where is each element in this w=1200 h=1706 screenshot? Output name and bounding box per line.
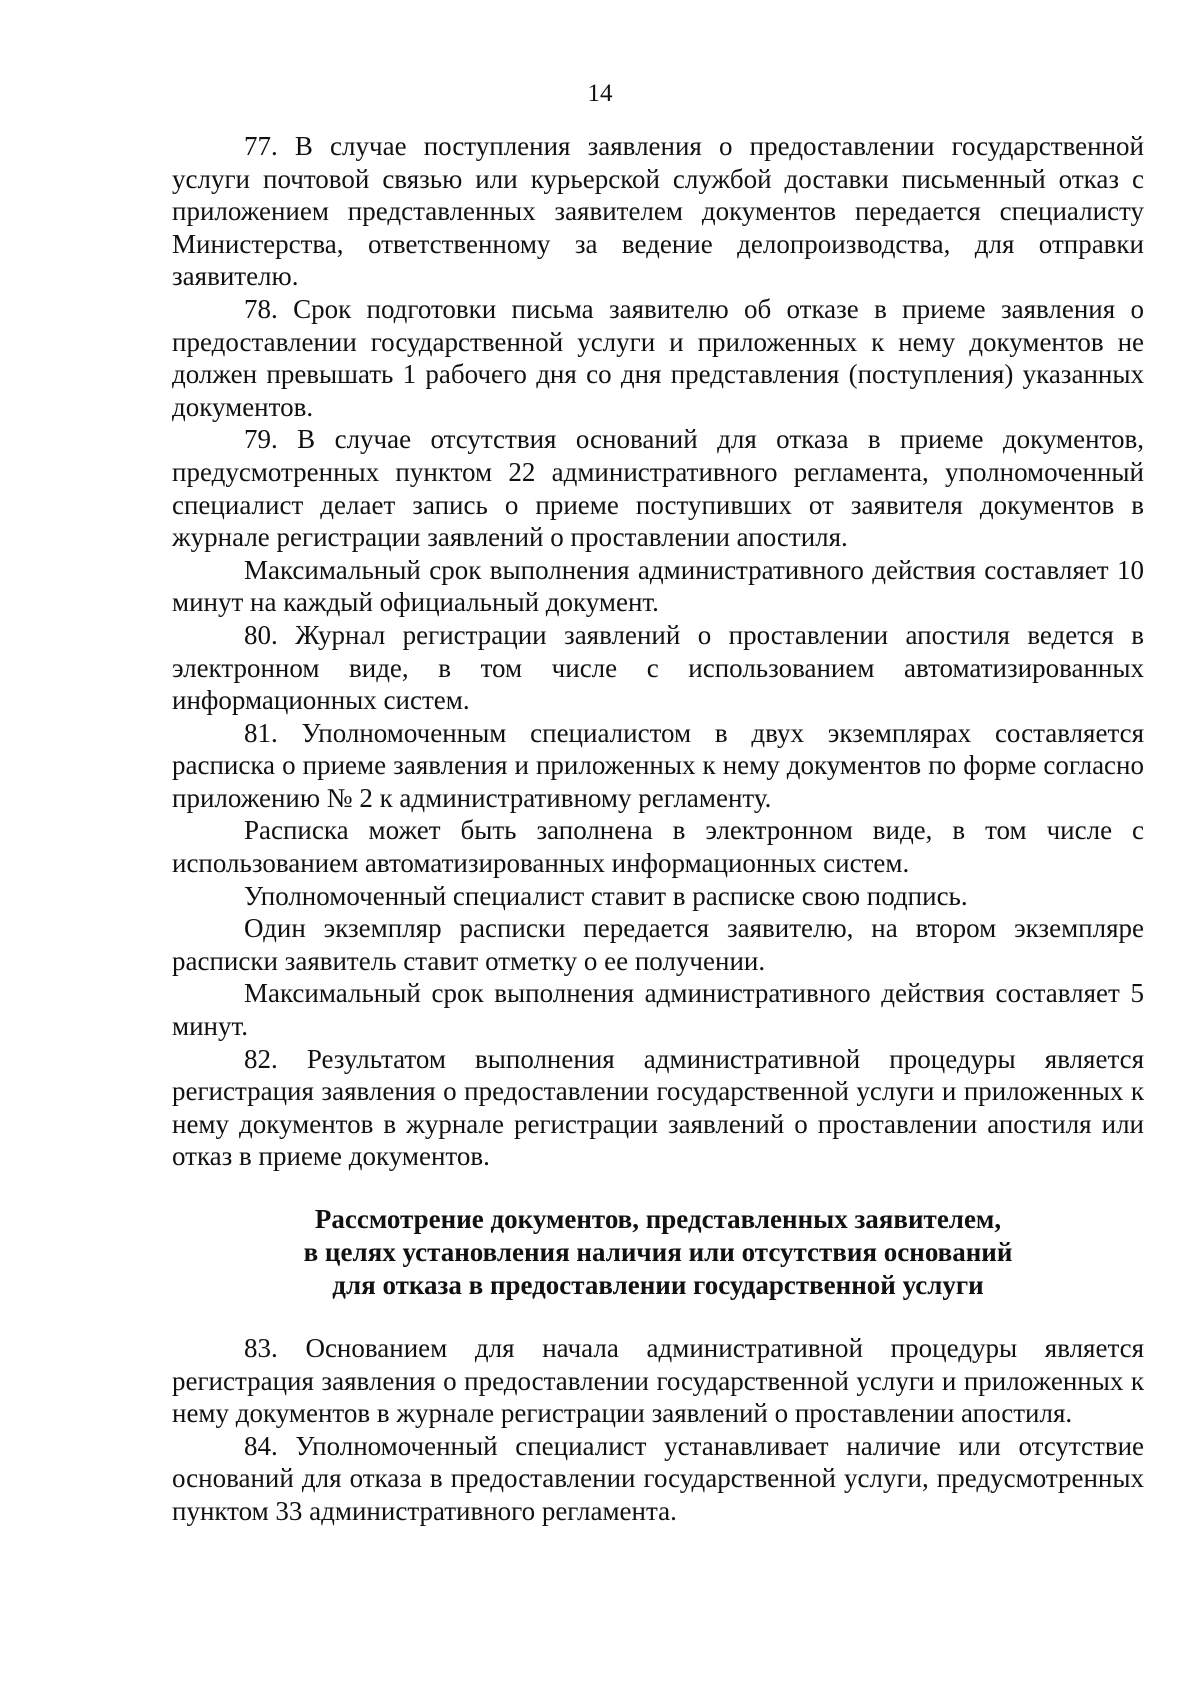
paragraph-81: 81. Уполномоченным специалистом в двух экземплярах составляется расписка о приеме заявления и приложенных к нему документов по форме согласно приложению № 2 к административному регламенту. <box>172 717 1144 813</box>
paragraph-81-electronic: Расписка может быть заполнена в электронном виде, в том числе с использованием автоматизированных информационных систем. <box>172 815 1144 879</box>
paragraph-83: 83. Основанием для начала административной процедуры является регистрация заявления о предоставлении государственной услуги и приложенных к нему документов в журнале регистрации заявлений о проставлении апостиля. <box>172 1333 1144 1429</box>
section-heading-line-3: для отказа в предоставлении государственной услуги <box>332 1270 984 1300</box>
document-body <box>172 130 1144 1528</box>
paragraph-81-time-limit: Максимальный срок выполнения административного действия составляет 5 минут. <box>172 978 1144 1042</box>
page-number: 14 <box>587 80 613 107</box>
paragraph-78: 78. Срок подготовки письма заявителю об отказе в приеме заявления о предоставлении государственной услуги и приложенных к нему документов не должен превышать 1 рабочего дня со дня представления (поступления) указанных документов. <box>172 293 1144 422</box>
paragraph-77: 77. В случае поступления заявления о предоставлении государственной услуги почтовой связью или курьерской службой доставки письменный отказ с приложением представленных заявителем документов передается специалисту Министерства, ответственному за ведение делопроизводства, для отправки заявителю. <box>172 131 1144 292</box>
section-heading-line-1: Рассмотрение документов, представленных заявителем, <box>314 1204 1002 1234</box>
paragraph-84: 84. Уполномоченный специалист устанавливает наличие или отсутствие оснований для отказа в предоставлении государственной услуги, предусмотренных пунктом 33 административного регламента. <box>172 1430 1144 1526</box>
paragraph-81-copies: Один экземпляр расписки передается заявителю, на втором экземпляре расписки заявитель ставит отметку о ее получении. <box>172 913 1144 976</box>
section-heading <box>172 1203 1144 1302</box>
paragraph-80: 80. Журнал регистрации заявлений о проставлении апостиля ведется в электронном виде, в том числе с использованием автоматизированных информационных систем. <box>172 619 1144 716</box>
paragraph-81-signature: Уполномоченный специалист ставит в расписке свою подпись. <box>244 880 968 911</box>
paragraph-79-time-limit: Максимальный срок выполнения административного действия составляет 10 минут на каждый официальный документ. <box>172 554 1144 618</box>
paragraph-82: 82. Результатом выполнения административной процедуры является регистрация заявления о предоставлении государственной услуги и приложенных к нему документов в журнале регистрации заявлений о проставлении апостиля или отказ в приеме документов. <box>172 1043 1144 1172</box>
section-heading-line-2: в целях установления наличия или отсутствия оснований <box>303 1237 1013 1267</box>
paragraph-79: 79. В случае отсутствия оснований для отказа в приеме документов, предусмотренных пунктом 22 административного регламента, уполномоченный специалист делает запись о приеме поступивших от заявителя документов в журнале регистрации заявлений о проставлении апостиля. <box>172 424 1144 553</box>
